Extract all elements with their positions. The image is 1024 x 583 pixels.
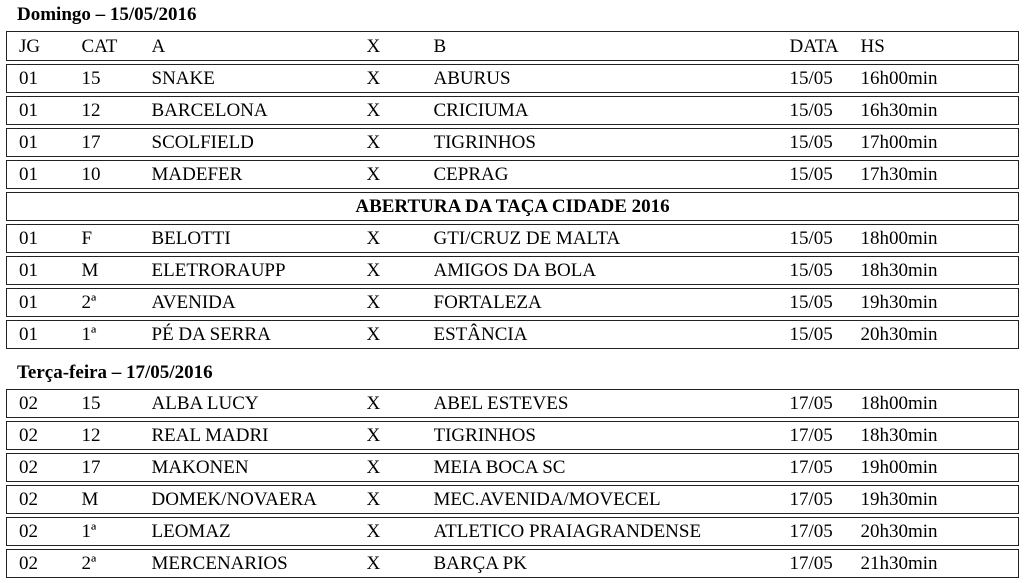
table-cell: 01 <box>7 257 82 285</box>
table-row <box>7 486 1019 514</box>
table-cell: 12 <box>82 97 152 125</box>
table-cell: ATLETICO PRAIAGRANDENSE <box>434 518 790 546</box>
table-cell: X <box>367 454 434 482</box>
table-cell: BARCELONA <box>152 97 367 125</box>
table-cell: 02 <box>7 518 82 546</box>
table-row <box>7 390 1019 418</box>
table-cell: X <box>367 518 434 546</box>
table-cell: 10 <box>82 161 152 189</box>
table-cell: 02 <box>7 550 82 578</box>
table-cell: 19h30min <box>861 289 1019 317</box>
table-cell: X <box>367 422 434 450</box>
table-cell: X <box>367 129 434 157</box>
table-cell: CAT <box>82 32 152 61</box>
table-cell: 15 <box>82 65 152 93</box>
table-cell: X <box>367 257 434 285</box>
table-cell: 01 <box>7 321 82 349</box>
table-cell: 17h00min <box>861 129 1019 157</box>
table-cell: 2ª <box>82 289 152 317</box>
table-cell: 17 <box>82 454 152 482</box>
table-row <box>7 550 1019 578</box>
table-cell: 01 <box>7 289 82 317</box>
table-cell: 20h30min <box>861 321 1019 349</box>
table-cell: 17/05 <box>790 390 861 418</box>
table-row <box>7 518 1019 546</box>
table-row <box>7 422 1019 450</box>
table-cell: 17h30min <box>861 161 1019 189</box>
table-cell: 21h30min <box>861 550 1019 578</box>
table-cell: CEPRAG <box>434 161 790 189</box>
table-cell: LEOMAZ <box>152 518 367 546</box>
table-cell: 1ª <box>82 321 152 349</box>
table-cell: 20h30min <box>861 518 1019 546</box>
table-cell: MAKONEN <box>152 454 367 482</box>
table-row <box>7 97 1019 125</box>
table-cell: MEIA BOCA SC <box>434 454 790 482</box>
table-cell: 18h00min <box>861 390 1019 418</box>
table-cell: FORTALEZA <box>434 289 790 317</box>
table-cell: 02 <box>7 486 82 514</box>
table-cell: 18h00min <box>861 225 1019 253</box>
day-title-tuesday: Terça-feira – 17/05/2016 <box>17 362 213 383</box>
table-cell: 2ª <box>82 550 152 578</box>
table-cell: ABURUS <box>434 65 790 93</box>
table-cell: 1ª <box>82 518 152 546</box>
table-cell: X <box>367 289 434 317</box>
table-cell: 15/05 <box>790 129 861 157</box>
table-cell: X <box>367 97 434 125</box>
table-cell: 01 <box>7 65 82 93</box>
table-cell: BARÇA PK <box>434 550 790 578</box>
table-row <box>7 129 1019 157</box>
table-cell: 17/05 <box>790 454 861 482</box>
table-cell: 01 <box>7 129 82 157</box>
table-cell: X <box>367 32 434 61</box>
table-cell: 12 <box>82 422 152 450</box>
tournament-banner: ABERTURA DA TAÇA CIDADE 2016 <box>7 193 1019 221</box>
table-cell: 15/05 <box>790 161 861 189</box>
table-cell: M <box>82 257 152 285</box>
table-cell: MEC.AVENIDA/MOVECEL <box>434 486 790 514</box>
table-cell: A <box>152 32 367 61</box>
table-cell: 02 <box>7 422 82 450</box>
table-cell: MADEFER <box>152 161 367 189</box>
table-cell: ESTÂNCIA <box>434 321 790 349</box>
table-cell: 18h30min <box>861 422 1019 450</box>
table-cell: X <box>367 486 434 514</box>
table-cell: X <box>367 390 434 418</box>
table-cell: 19h00min <box>861 454 1019 482</box>
table-cell: 16h00min <box>861 65 1019 93</box>
table-cell: X <box>367 225 434 253</box>
table-cell: 15/05 <box>790 225 861 253</box>
table-cell: AMIGOS DA BOLA <box>434 257 790 285</box>
table-cell: X <box>367 161 434 189</box>
table-cell: 17/05 <box>790 518 861 546</box>
table-cell: SCOLFIELD <box>152 129 367 157</box>
table-row <box>7 289 1019 317</box>
table-row <box>7 454 1019 482</box>
tournament-banner-row <box>7 193 1019 221</box>
table-row <box>7 65 1019 93</box>
table-cell: 15/05 <box>790 289 861 317</box>
table-cell: X <box>367 550 434 578</box>
table-cell: 15/05 <box>790 321 861 349</box>
table-cell: REAL MADRI <box>152 422 367 450</box>
table-cell: 01 <box>7 161 82 189</box>
table-row <box>7 257 1019 285</box>
table-cell: 15/05 <box>790 97 861 125</box>
table-cell: MERCENARIOS <box>152 550 367 578</box>
table-cell: M <box>82 486 152 514</box>
table-cell: DOMEK/NOVAERA <box>152 486 367 514</box>
table-cell: 18h30min <box>861 257 1019 285</box>
table-cell: X <box>367 321 434 349</box>
table-cell: 15/05 <box>790 65 861 93</box>
table-cell: ABEL ESTEVES <box>434 390 790 418</box>
table-cell: 17/05 <box>790 422 861 450</box>
table-cell: 02 <box>7 390 82 418</box>
table-cell: 19h30min <box>861 486 1019 514</box>
table-cell: 02 <box>7 454 82 482</box>
table-cell: B <box>434 32 790 61</box>
table-header-row <box>7 32 1019 61</box>
table-cell: HS <box>861 32 1019 61</box>
table-cell: CRICIUMA <box>434 97 790 125</box>
table-cell: X <box>367 65 434 93</box>
table-cell: 15 <box>82 390 152 418</box>
table-cell: ALBA LUCY <box>152 390 367 418</box>
table-cell: PÉ DA SERRA <box>152 321 367 349</box>
day-title-sunday: Domingo – 15/05/2016 <box>17 4 197 25</box>
table-cell: 01 <box>7 97 82 125</box>
table-cell: JG <box>7 32 82 61</box>
table-cell: 16h30min <box>861 97 1019 125</box>
table-row <box>7 321 1019 349</box>
schedule-table-tuesday <box>6 389 1019 578</box>
table-cell: 17/05 <box>790 550 861 578</box>
table-cell: 17/05 <box>790 486 861 514</box>
table-cell: DATA <box>790 32 861 61</box>
table-cell: ELETRORAUPP <box>152 257 367 285</box>
table-cell: TIGRINHOS <box>434 129 790 157</box>
table-row <box>7 161 1019 189</box>
schedule-table-sunday <box>6 31 1019 349</box>
table-cell: AVENIDA <box>152 289 367 317</box>
table-cell: F <box>82 225 152 253</box>
table-cell: 01 <box>7 225 82 253</box>
table-cell: SNAKE <box>152 65 367 93</box>
table-cell: TIGRINHOS <box>434 422 790 450</box>
table-cell: GTI/CRUZ DE MALTA <box>434 225 790 253</box>
table-cell: 17 <box>82 129 152 157</box>
table-cell: 15/05 <box>790 257 861 285</box>
table-cell: BELOTTI <box>152 225 367 253</box>
table-row <box>7 225 1019 253</box>
